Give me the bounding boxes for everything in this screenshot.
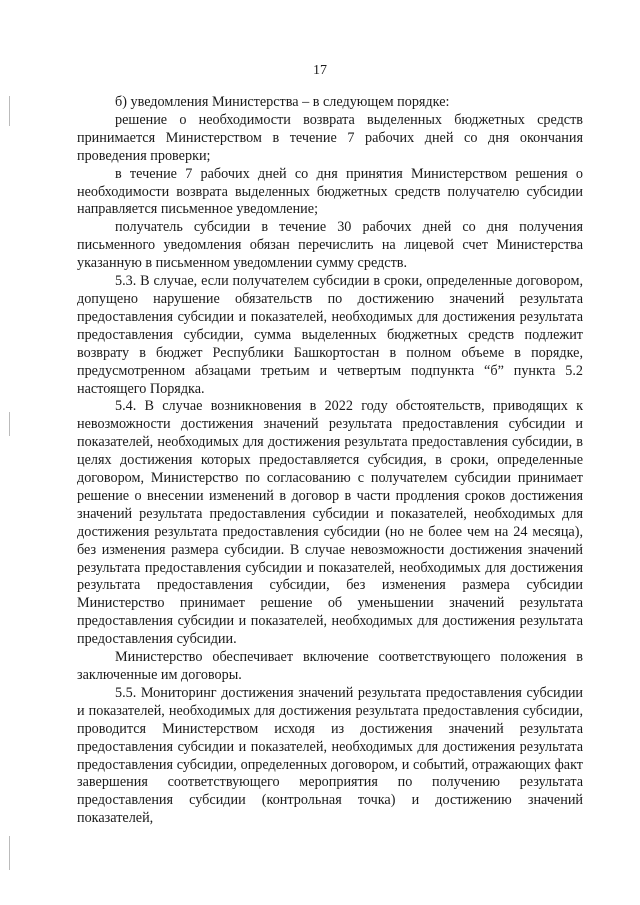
- binding-mark-top: [9, 96, 10, 126]
- paragraph-5-4: 5.4. В случае возникновения в 2022 году обстоятельств, приводящих к невозможности достижения значений результата предоставления субсидии и показателей, необходимых для достижения результата предоставления субсидии, в целях достижения которых предоставляется субсидия, в сроки, определенные договором, Министерство по согласованию с получателем субсидии принимает решение о внесении изменений в договор в части продления сроков достижения значений результата предоставления субсидии и показателей, необходимых для достижения результата предоставления субсидии (но не более чем на 24 месяца), без изменения размера субсидии. В случае невозможности достижения значений результата предоставления субсидии и показателей, необходимых для достижения результата предоставления субсидии, без изменения размера субсидии Министерство принимает решение об уменьшении значений результата предоставления субсидии и показателей, необходимых для достижения результата предоставления субсидии.: [77, 398, 583, 648]
- binding-mark-bottom: [9, 836, 10, 870]
- paragraph-return-decision: решение о необходимости возврата выделенных бюджетных средств принимается Министерством в течение 7 рабочих дней со дня окончания проведения проверки;: [77, 111, 583, 164]
- paragraph-5-5: 5.5. Мониторинг достижения значений результата предоставления субсидии и показателей, необходимых для достижения результата предоставления субсидии, проводится Министерством исходя из достижения значений результата предоставления субсидии и показателей, необходимых для достижения результата предоставления субсидии, определенных договором, и событий, отражающих факт завершения соответствующего мероприятия по получению результата предоставления субсидии (контрольная точка) и достижению значений показателей,: [77, 684, 583, 827]
- page-number: 17: [313, 63, 327, 78]
- paragraph-5-3: 5.3. В случае, если получателем субсидии в сроки, определенные договором, допущено нарушение обязательств по достижению значений результата предоставления субсидии и показателей, необходимых для достижения результата предоставления субсидии, сумма выделенных бюджетных средств подлежит возврату в бюджет Республики Башкортостан в полном объеме в порядке, предусмотренном абзацами третьим и четвертым подпункта “б” пункта 5.2 настоящего Порядка.: [77, 273, 583, 397]
- paragraph-written-notice: в течение 7 рабочих дней со дня принятия Министерством решения о необходимости возврата выделенных бюджетных средств получателю субсидии направляется письменное уведомление;: [77, 165, 583, 218]
- paragraph-transfer-obligation: получатель субсидии в течение 30 рабочих дней со дня получения письменного уведомления обязан перечислить на лицевой счет Министерства указанную в письменном уведомлении сумму средств.: [77, 219, 583, 272]
- paragraph-ministry-ensures: Министерство обеспечивает включение соответствующего положения в заключенные им договоры.: [77, 649, 583, 683]
- binding-mark-middle: [9, 412, 10, 436]
- paragraph-notice-order: б) уведомления Министерства – в следующем порядке:: [115, 94, 450, 110]
- document-body: [77, 94, 583, 828]
